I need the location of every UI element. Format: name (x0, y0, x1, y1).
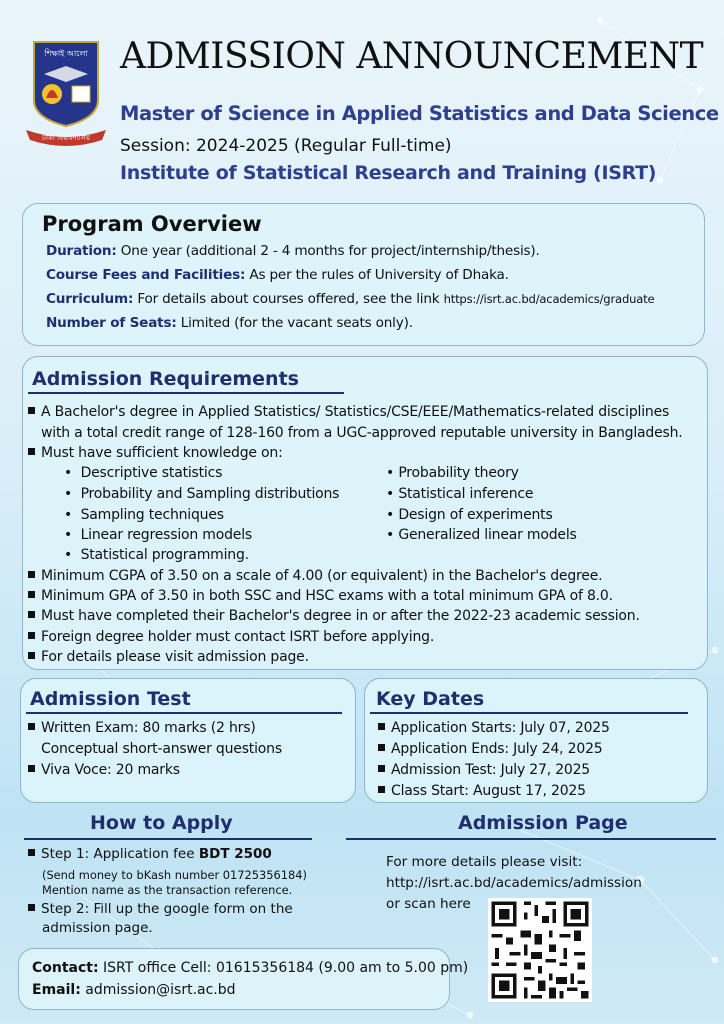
test-written-sub: Conceptual short-answer questions (41, 741, 282, 757)
admission-page-rule (346, 838, 716, 840)
admission-test-rule (26, 712, 342, 714)
apply-step-1: Step 1: Application fee BDT 2500 (28, 846, 272, 862)
admission-test-title: Admission Test (30, 688, 191, 710)
key-dates-title: Key Dates (376, 688, 485, 710)
requirements-rule (28, 392, 344, 394)
knowledge-item: • Probability theory (386, 465, 519, 481)
qr-code[interactable] (488, 898, 592, 1002)
how-to-apply-title: How to Apply (90, 812, 233, 834)
knowledge-item: • Probability and Sampling distributions (64, 486, 340, 502)
program-name: Master of Science in Applied Statistics and Data Science (120, 102, 719, 125)
session-info: Session: 2024-2025 (Regular Full-time) (120, 136, 452, 156)
req-session: Must have completed their Bachelor's degree in or after the 2022-23 academic session. (28, 608, 640, 624)
logo-motto: শিক্ষাই আলো (44, 49, 88, 58)
how-to-apply-rule (24, 838, 312, 840)
curriculum-link[interactable]: https://isrt.ac.bd/academics/graduate (443, 292, 655, 306)
knowledge-item: • Statistical programming. (64, 547, 249, 563)
overview-fees: Course Fees and Facilities: As per the rules of University of Dhaka. (46, 267, 509, 283)
test-written: Written Exam: 80 marks (2 hrs) (28, 720, 256, 736)
overview-duration: Duration: One year (additional 2 - 4 months for project/internship/thesis). (46, 243, 540, 259)
test-viva: Viva Voce: 20 marks (28, 762, 180, 778)
req-bachelor: A Bachelor's degree in Applied Statistics/ Statistics/CSE/EEE/Mathematics-related disciplines (28, 404, 669, 420)
contact-phone: Contact: ISRT office Cell: 01615356184 (9.00 am to 5.00 pm) (32, 960, 469, 976)
logo-ribbon-text: ঢাকা বিশ্ববিদ্যালয় (41, 134, 91, 142)
knowledge-item: • Descriptive statistics (64, 465, 223, 481)
apply-step-2-cont: admission page. (42, 920, 153, 936)
overview-curriculum: Curriculum: For details about courses offered, see the link https://isrt.ac.bd/academics/graduate (46, 291, 655, 307)
key-date-item: Admission Test: July 27, 2025 (378, 762, 590, 778)
knowledge-item: • Design of experiments (386, 507, 553, 523)
contact-email: Email: admission@isrt.ac.bd (32, 982, 236, 998)
admission-page-link[interactable]: http://isrt.ac.bd/academics/admission (386, 875, 642, 891)
admission-page-line: For more details please visit: (386, 854, 583, 870)
key-date-item: Application Starts: July 07, 2025 (378, 720, 610, 736)
knowledge-item: • Linear regression models (64, 527, 252, 543)
key-date-item: Application Ends: July 24, 2025 (378, 741, 603, 757)
key-dates-rule (370, 712, 688, 714)
contact-card (18, 948, 450, 1010)
req-bachelor-cont: with a total credit range of 128-160 from a UGC-approved reputable university in Bangladesh. (41, 425, 683, 441)
university-logo (24, 38, 108, 148)
apply-step-2: Step 2: Fill up the google form on the (28, 901, 293, 917)
overview-title: Program Overview (42, 212, 262, 236)
requirements-title: Admission Requirements (32, 368, 299, 390)
knowledge-item: • Sampling techniques (64, 507, 224, 523)
req-details: For details please visit admission page. (28, 649, 309, 665)
req-knowledge: Must have sufficient knowledge on: (28, 445, 283, 461)
apply-step-1-note: (Send money to bKash number 01725356184) (42, 868, 307, 882)
req-gpa: Minimum GPA of 3.50 in both SSC and HSC exams with a total minimum GPA of 8.0. (28, 588, 613, 604)
overview-seats: Number of Seats: Limited (for the vacant seats only). (46, 315, 413, 331)
key-date-item: Class Start: August 17, 2025 (378, 783, 586, 799)
knowledge-item: • Statistical inference (386, 486, 534, 502)
apply-step-1-note: Mention name as the transaction reference. (42, 883, 293, 897)
req-foreign: Foreign degree holder must contact ISRT before applying. (28, 629, 434, 645)
req-cgpa: Minimum CGPA of 3.50 on a scale of 4.00 (or equivalent) in the Bachelor's degree. (28, 568, 602, 584)
admission-page-line: or scan here (386, 896, 471, 912)
page-title: ADMISSION ANNOUNCEMENT (120, 36, 704, 77)
admission-page-title: Admission Page (458, 812, 628, 834)
knowledge-item: • Generalized linear models (386, 527, 577, 543)
institute-name: Institute of Statistical Research and Training (ISRT) (120, 162, 657, 184)
